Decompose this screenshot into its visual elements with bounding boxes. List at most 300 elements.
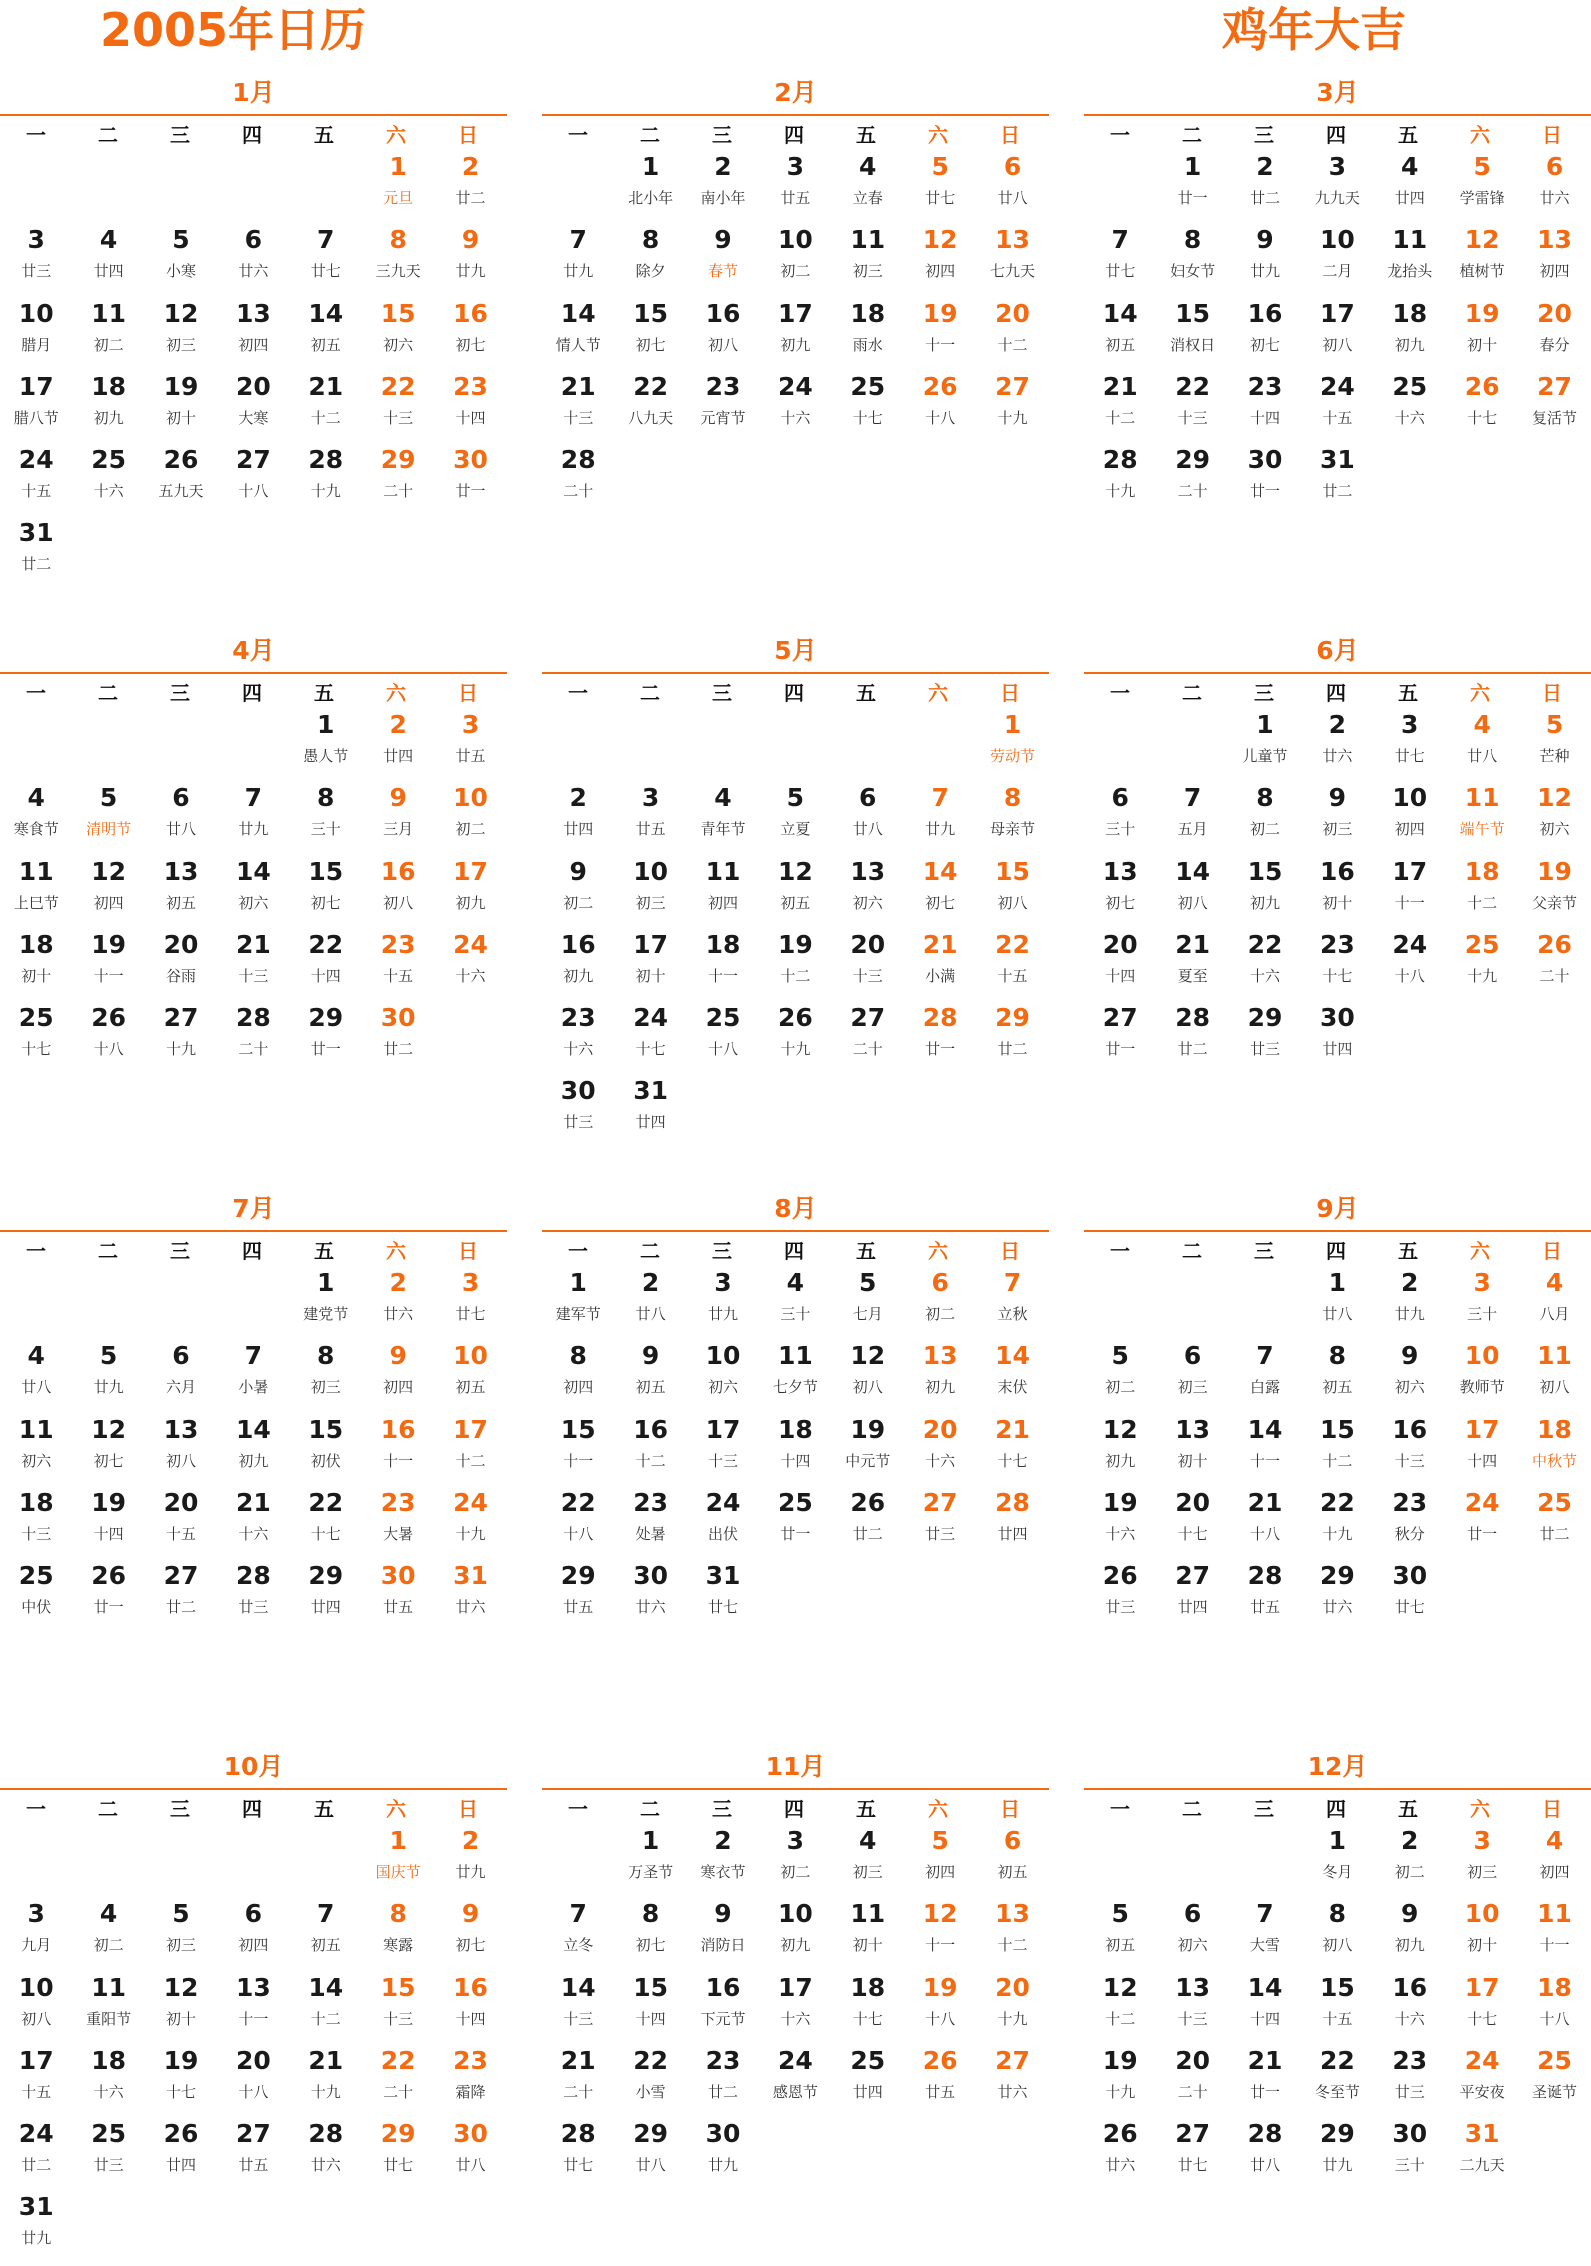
day-cell <box>1374 708 1446 781</box>
day-cell <box>1301 1339 1373 1412</box>
day-number: 5 <box>99 1341 118 1371</box>
day-cell <box>217 1486 289 1559</box>
lunar-label: 十六 <box>780 2009 811 2028</box>
day-number: 8 <box>389 225 407 255</box>
weekday-label: 三 <box>170 680 190 705</box>
day-cell <box>687 1413 759 1486</box>
day-cell <box>1446 1339 1518 1412</box>
day-cell <box>362 297 434 370</box>
lunar-label: 十一 <box>707 966 738 985</box>
day-cell <box>1301 150 1373 223</box>
day-cell <box>1374 1486 1446 1559</box>
day-number: 13 <box>163 856 199 886</box>
day-cell <box>832 1266 904 1339</box>
day-number: 5 <box>859 1268 877 1297</box>
day-cell <box>1084 370 1156 443</box>
day-number: 6 <box>172 1341 190 1371</box>
lunar-label: 廿六 <box>1105 2156 1136 2175</box>
lunar-label: 十九 <box>997 2009 1028 2028</box>
lunar-label: 初三 <box>165 335 196 354</box>
lunar-label: 廿四 <box>852 2082 883 2101</box>
lunar-label: 廿七 <box>1394 747 1425 765</box>
day-cell <box>904 150 976 223</box>
lunar-label: 十三 <box>1177 408 1208 427</box>
lunar-label: 十四 <box>780 1451 811 1470</box>
day-number: 18 <box>850 1972 886 2002</box>
day-cell <box>542 1001 614 1074</box>
day-cell <box>1229 855 1301 928</box>
lunar-label: 谷雨 <box>165 966 196 985</box>
lunar-label: 十七 <box>852 2009 883 2028</box>
day-cell <box>687 150 759 223</box>
day-number: 10 <box>18 1972 54 2002</box>
day-number: 24 <box>777 2045 813 2075</box>
lunar-label: 三十 <box>1467 1305 1498 1323</box>
day-cell <box>217 297 289 370</box>
day-number: 12 <box>1537 783 1572 813</box>
day-number: 30 <box>560 1076 596 1106</box>
day-number: 16 <box>380 856 416 886</box>
day-number: 17 <box>777 298 813 328</box>
weekday-label: 二 <box>98 1796 118 1821</box>
day-number: 4 <box>1545 1268 1564 1297</box>
lunar-label: 五月 <box>1177 820 1208 839</box>
lunar-label: 建党节 <box>303 1305 349 1323</box>
day-cell <box>542 1897 614 1970</box>
day-cell <box>434 443 506 516</box>
day-number: 6 <box>1003 1826 1022 1855</box>
day-cell <box>362 1971 434 2044</box>
day-cell <box>290 2117 362 2190</box>
lunar-label: 初二 <box>780 1863 811 1881</box>
lunar-label: 上巳节 <box>13 893 59 912</box>
day-cell <box>1518 708 1590 781</box>
lunar-label: 初九 <box>455 893 486 912</box>
weekday-label: 六 <box>386 122 406 147</box>
day-cell <box>832 855 904 928</box>
day-cell <box>145 1339 217 1412</box>
day-number: 27 <box>995 2045 1030 2075</box>
weekday-header <box>542 1790 1049 1824</box>
weekday-label: 三 <box>712 680 732 705</box>
day-number: 21 <box>1247 1487 1283 1517</box>
day-number: 24 <box>18 2119 54 2149</box>
day-cell <box>145 2117 217 2190</box>
day-number: 3 <box>27 1899 45 1929</box>
day-number: 8 <box>1003 783 1022 813</box>
day-cell <box>614 1559 686 1632</box>
day-number: 29 <box>1319 1561 1355 1591</box>
day-number: 31 <box>1319 445 1355 475</box>
day-cell <box>217 1001 289 1074</box>
day-cell <box>1374 1559 1446 1632</box>
month-block <box>0 0 507 574</box>
lunar-label: 廿二 <box>21 555 52 574</box>
day-number: 8 <box>1328 1899 1347 1929</box>
lunar-label: 元旦 <box>383 189 414 207</box>
weekday-label: 日 <box>1000 1796 1020 1821</box>
day-cell <box>434 297 506 370</box>
day-cell <box>1084 1559 1156 1632</box>
lunar-label: 十六 <box>455 966 486 985</box>
weekday-header <box>1084 1790 1591 1824</box>
day-cell <box>1374 150 1446 223</box>
day-cell <box>904 1971 976 2044</box>
weekday-label: 六 <box>928 1796 948 1821</box>
day-number: 27 <box>163 1561 199 1591</box>
day-number: 28 <box>235 1561 271 1591</box>
lunar-label: 秋分 <box>1394 1524 1425 1543</box>
day-number: 6 <box>244 1899 263 1929</box>
month-title: 7月 <box>232 1194 275 1223</box>
day-cell <box>687 1824 759 1897</box>
lunar-label: 春节 <box>707 262 738 281</box>
lunar-label: 十四 <box>93 1524 124 1543</box>
day-number: 21 <box>922 929 958 959</box>
day-cell <box>542 855 614 928</box>
lunar-label: 廿七 <box>1105 262 1136 281</box>
day-cell <box>832 1971 904 2044</box>
day-cell <box>290 1001 362 1074</box>
day-cell <box>542 370 614 443</box>
lunar-label: 初八 <box>997 893 1028 912</box>
day-number: 4 <box>1401 152 1419 181</box>
lunar-label: 廿一 <box>1249 482 1280 501</box>
lunar-label: 廿四 <box>563 820 594 839</box>
day-cell <box>542 781 614 854</box>
day-number: 11 <box>850 1899 886 1929</box>
lunar-label: 廿四 <box>165 2156 196 2175</box>
day-cell <box>614 855 686 928</box>
day-number: 15 <box>1319 1972 1355 2002</box>
day-cell <box>1446 928 1518 1001</box>
day-cell <box>1374 781 1446 854</box>
day-cell <box>832 1897 904 1970</box>
lunar-label: 三十 <box>1394 2156 1425 2175</box>
lunar-label: 初三 <box>852 1863 883 1881</box>
day-number: 25 <box>18 1003 54 1033</box>
day-number: 8 <box>1183 225 1202 255</box>
lunar-label: 十九 <box>165 1040 196 1059</box>
lunar-label: 立春 <box>852 189 883 207</box>
lunar-label: 廿八 <box>165 820 196 839</box>
day-number: 25 <box>777 1487 813 1517</box>
day-number: 19 <box>777 929 813 959</box>
day-cell <box>759 928 831 1001</box>
day-cell <box>1301 1001 1373 1074</box>
lunar-label: 十一 <box>93 966 124 985</box>
day-cell <box>434 1339 506 1412</box>
lunar-label: 廿六 <box>455 1598 486 1617</box>
lunar-label: 九九天 <box>1314 189 1360 207</box>
day-number: 14 <box>235 856 271 886</box>
lunar-label: 初七 <box>455 335 486 354</box>
day-cell <box>614 1413 686 1486</box>
day-number: 27 <box>1537 371 1572 401</box>
lunar-label: 十二 <box>455 1451 486 1470</box>
day-cell <box>217 2117 289 2190</box>
lunar-label: 十八 <box>707 1040 738 1059</box>
lunar-label: 寒衣节 <box>700 1863 746 1881</box>
day-number: 9 <box>461 1899 480 1929</box>
lunar-label: 十八 <box>93 1040 124 1059</box>
day-number: 30 <box>1392 1561 1428 1591</box>
lunar-label: 清明节 <box>86 820 132 839</box>
day-cell <box>542 928 614 1001</box>
day-number: 21 <box>1175 929 1210 959</box>
month-title: 11月 <box>765 1752 826 1781</box>
lunar-label: 霜降 <box>455 2082 486 2101</box>
day-number: 22 <box>380 2045 416 2075</box>
lunar-label: 初三 <box>1322 820 1353 839</box>
lunar-label: 寒食节 <box>13 820 59 839</box>
day-number: 10 <box>777 1899 813 1929</box>
lunar-label: 十七 <box>165 2082 196 2101</box>
day-cell <box>1518 1824 1590 1897</box>
day-number: 22 <box>1247 929 1283 959</box>
day-cell <box>0 1339 72 1412</box>
weekday-label: 四 <box>784 680 804 705</box>
day-number: 14 <box>1247 1414 1283 1444</box>
lunar-label: 十三 <box>238 966 269 985</box>
day-number: 17 <box>453 856 488 886</box>
lunar-label: 廿一 <box>1105 1040 1136 1059</box>
day-cell <box>362 150 434 223</box>
lunar-label: 廿三 <box>93 2156 124 2175</box>
day-cell <box>217 1897 289 1970</box>
weekday-label: 五 <box>856 680 876 705</box>
weekday-header <box>0 116 507 150</box>
day-number: 16 <box>453 1972 488 2002</box>
day-cell <box>1084 2044 1156 2117</box>
day-number: 12 <box>1102 1414 1138 1444</box>
lunar-label: 十四 <box>1467 1451 1498 1470</box>
day-number: 14 <box>1175 856 1210 886</box>
day-cell <box>1301 1897 1373 1970</box>
lunar-label: 十四 <box>310 966 341 985</box>
lunar-label: 情人节 <box>555 335 601 354</box>
weekday-label: 三 <box>170 122 190 147</box>
day-number: 3 <box>1473 1826 1491 1855</box>
day-cell <box>687 928 759 1001</box>
lunar-label: 初二 <box>93 1936 124 1955</box>
lunar-label: 十八 <box>238 2082 269 2101</box>
day-cell <box>976 855 1048 928</box>
day-number: 9 <box>461 225 480 255</box>
day-cell <box>217 855 289 928</box>
weekday-label: 五 <box>856 1796 876 1821</box>
lunar-label: 廿一 <box>310 1040 341 1059</box>
day-number: 1 <box>1183 152 1202 181</box>
day-cell <box>290 781 362 854</box>
day-number: 16 <box>453 298 488 328</box>
weekday-label: 二 <box>98 122 118 147</box>
day-cell <box>1084 1897 1156 1970</box>
day-number: 19 <box>1102 2045 1138 2075</box>
day-number: 8 <box>641 1899 660 1929</box>
day-number: 21 <box>308 2045 344 2075</box>
day-cell <box>1156 1001 1228 1074</box>
lunar-label: 十三 <box>852 966 883 985</box>
day-number: 27 <box>922 1487 958 1517</box>
day-number: 16 <box>380 1414 416 1444</box>
day-number: 3 <box>714 1268 732 1297</box>
day-cell <box>687 1001 759 1074</box>
day-cell <box>1518 1971 1590 2044</box>
day-cell <box>614 297 686 370</box>
lunar-label: 初十 <box>852 1936 883 1955</box>
lunar-label: 十一 <box>1539 1936 1570 1955</box>
lunar-label: 十九 <box>1105 482 1136 501</box>
day-number: 6 <box>172 783 190 813</box>
weekday-header <box>0 1232 507 1266</box>
lunar-label: 十八 <box>925 2009 956 2028</box>
day-cell <box>904 1897 976 1970</box>
lunar-label: 廿六 <box>1322 747 1353 765</box>
day-number: 23 <box>1392 2045 1428 2075</box>
day-number: 12 <box>922 1899 958 1929</box>
day-cell <box>1518 1413 1590 1486</box>
day-number: 7 <box>244 783 263 813</box>
day-number: 26 <box>1464 371 1500 401</box>
day-cell <box>72 370 144 443</box>
day-cell <box>362 928 434 1001</box>
day-number: 1 <box>1003 710 1022 739</box>
day-cell <box>759 223 831 296</box>
day-cell <box>1374 2044 1446 2117</box>
day-cell <box>1156 443 1228 516</box>
day-cell <box>290 1266 362 1339</box>
day-cell <box>1084 1486 1156 1559</box>
lunar-label: 六月 <box>165 1378 196 1397</box>
weekday-label: 三 <box>1254 1238 1274 1263</box>
day-number: 26 <box>777 1003 813 1033</box>
day-number: 31 <box>453 1561 488 1591</box>
day-cell <box>542 2044 614 2117</box>
day-cell <box>976 2044 1048 2117</box>
day-number: 3 <box>641 783 660 813</box>
day-number: 18 <box>705 929 741 959</box>
day-number: 7 <box>931 783 949 813</box>
day-number: 18 <box>1392 298 1428 328</box>
lunar-label: 初十 <box>165 2009 196 2028</box>
day-number: 9 <box>389 783 407 813</box>
weekday-label: 三 <box>1254 122 1274 147</box>
day-number: 11 <box>705 856 741 886</box>
lunar-label: 二九天 <box>1459 2156 1505 2175</box>
day-cell <box>1229 928 1301 1001</box>
day-number: 13 <box>1102 856 1138 886</box>
day-grid <box>1084 708 1591 1074</box>
lunar-label: 初三 <box>852 262 883 281</box>
day-cell <box>614 928 686 1001</box>
day-number: 1 <box>569 1268 587 1297</box>
day-number: 4 <box>27 783 45 813</box>
day-cell <box>434 223 506 296</box>
day-number: 30 <box>633 1561 668 1591</box>
day-number: 19 <box>922 298 958 328</box>
day-number: 19 <box>922 1972 958 2002</box>
day-number: 12 <box>850 1341 886 1371</box>
day-number: 24 <box>1392 929 1428 959</box>
day-number: 8 <box>641 225 660 255</box>
weekday-label: 一 <box>1110 680 1130 705</box>
lunar-label: 初四 <box>383 1378 414 1397</box>
lunar-label: 初四 <box>707 893 738 912</box>
day-number: 4 <box>714 783 732 813</box>
day-number: 26 <box>91 1003 126 1033</box>
day-cell <box>1156 1486 1228 1559</box>
lunar-label: 平安夜 <box>1459 2082 1505 2101</box>
day-number: 28 <box>922 1003 958 1033</box>
lunar-label: 十六 <box>563 1040 594 1059</box>
weekday-label: 五 <box>1398 1238 1418 1263</box>
weekday-label: 一 <box>26 680 46 705</box>
day-cell <box>1446 223 1518 296</box>
lunar-label: 植树节 <box>1459 262 1505 281</box>
day-cell <box>217 1413 289 1486</box>
day-number: 1 <box>317 1268 335 1297</box>
lunar-label: 初五 <box>1105 335 1136 354</box>
lunar-label: 初八 <box>383 893 414 912</box>
lunar-label: 十二 <box>310 2009 341 2028</box>
month-title: 12月 <box>1307 1752 1368 1781</box>
lunar-label: 十三 <box>563 2009 594 2028</box>
day-number: 25 <box>1392 371 1428 401</box>
day-number: 25 <box>1537 2045 1572 2075</box>
day-cell <box>1446 150 1518 223</box>
lunar-label: 初八 <box>1322 335 1353 354</box>
day-number: 18 <box>1464 856 1500 886</box>
day-grid <box>542 1824 1049 2190</box>
day-number: 19 <box>91 1487 126 1517</box>
lunar-label: 初三 <box>1467 1863 1498 1881</box>
day-cell <box>217 1559 289 1632</box>
lunar-label: 十五 <box>21 2082 52 2101</box>
day-number: 25 <box>18 1561 54 1591</box>
weekday-label: 一 <box>26 1238 46 1263</box>
day-number: 12 <box>91 1414 126 1444</box>
lunar-label: 二十 <box>383 2082 414 2101</box>
day-number: 3 <box>1473 1268 1491 1297</box>
day-number: 8 <box>1256 783 1274 813</box>
lunar-label: 二十 <box>563 482 594 501</box>
day-cell <box>832 1486 904 1559</box>
day-number: 8 <box>317 1341 335 1371</box>
lunar-label: 廿八 <box>997 189 1028 207</box>
day-number: 14 <box>235 1414 271 1444</box>
day-number: 25 <box>1464 929 1500 959</box>
day-cell <box>145 1971 217 2044</box>
lunar-label: 初八 <box>707 335 738 354</box>
lunar-label: 出伏 <box>707 1524 738 1543</box>
lunar-label: 父亲节 <box>1532 893 1578 912</box>
day-cell <box>145 223 217 296</box>
day-cell <box>1374 1824 1446 1897</box>
day-number: 22 <box>1319 2045 1355 2075</box>
day-number: 17 <box>1464 1414 1500 1444</box>
lunar-label: 五九天 <box>158 482 204 501</box>
lunar-label: 初六 <box>1539 820 1570 839</box>
lunar-label: 初五 <box>780 893 811 912</box>
weekday-label: 四 <box>242 1796 262 1821</box>
day-cell <box>1084 1971 1156 2044</box>
lunar-label: 初六 <box>852 893 883 912</box>
day-cell <box>1301 2117 1373 2190</box>
day-cell <box>362 1559 434 1632</box>
day-number: 23 <box>560 1003 596 1033</box>
lunar-label: 劳动节 <box>990 747 1036 765</box>
